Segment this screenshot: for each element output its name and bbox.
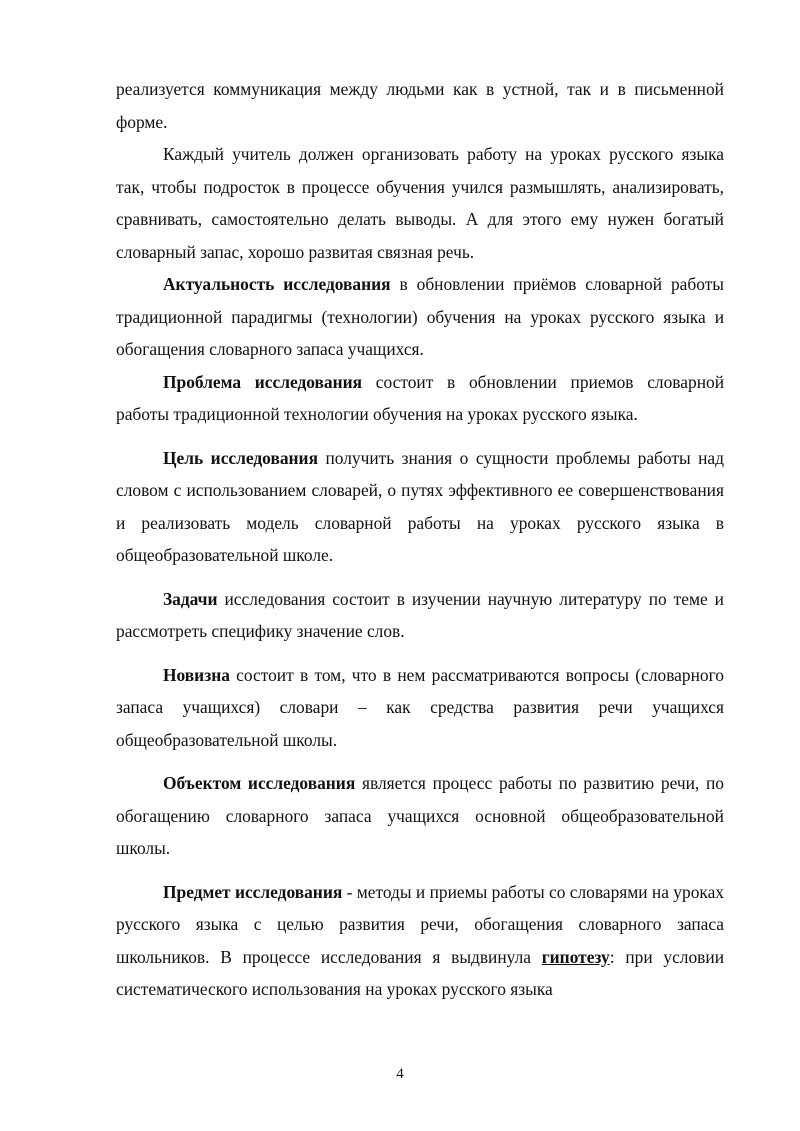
paragraph-text: - методы и приемы работы со словарями на уроках русского языка с целью развития речи, обогащения словарного запаса школьников. В процессе исследования я выдвинула [116, 881, 724, 967]
hypothesis-term: гипотезу [541, 946, 610, 967]
paragraph-text: является процесс работы по развитию речи, по обогащению словарного запаса учащихся основной общеобразовательной школы. [116, 773, 724, 858]
paragraph-novelty [116, 659, 724, 757]
paragraph-object [116, 767, 724, 865]
paragraph-problem [116, 366, 724, 431]
paragraph-tasks [116, 583, 724, 648]
paragraph-text: в обновлении приёмов словарной работы традиционной парадигмы (технологии) обучения на уроках русского языка и обогащения словарного запаса учащихся. [116, 274, 724, 359]
section-heading-goal: Цель исследования [163, 447, 318, 468]
paragraph-subject [116, 876, 724, 1006]
paragraph-text: получить знания о сущности проблемы работы над словом с использованием словарей, о путях эффективного ее совершенствования и реализовать модель словарной работы на уроках русского языка в общеобразовательной школе. [116, 447, 724, 565]
section-heading-problem: Проблема исследования [163, 371, 363, 392]
paragraph-relevance [116, 268, 724, 366]
paragraph-text: состоит в том, что в нем рассматриваются вопросы (словарного запаса учащихся) словари – как средства развития речи учащихся общеобразовательной школы. [116, 664, 724, 750]
document-body [116, 73, 724, 1006]
page-number: 4 [396, 1066, 404, 1082]
paragraph-text: реализуется коммуникация между людьми как в устной, так и в письменной форме. [116, 79, 724, 132]
paragraph-communication [116, 73, 724, 138]
paragraph-text: : при условии систематического использования на уроках русского языка [116, 946, 725, 999]
paragraph-text: состоит в обновлении приемов словарной работы традиционной технологии обучения на уроках русского языка. [116, 371, 724, 424]
paragraph-teacher-task [116, 138, 724, 268]
section-heading-object: Объектом исследования [163, 773, 356, 793]
section-heading-novelty: Новизна [163, 664, 230, 685]
paragraph-text: исследования состоит в изучении научную литературу по теме и рассмотреть специфику значение слов. [116, 588, 724, 641]
section-heading-tasks: Задачи [163, 588, 218, 609]
section-heading-subject: Предмет исследования [163, 881, 343, 902]
section-heading-relevance: Актуальность исследования [163, 274, 391, 294]
paragraph-text: Каждый учитель должен организовать работу на уроках русского языка так, чтобы подросток в процессе обучения учился размышлять, анализировать, сравнивать, самостоятельно делать выводы. А для этого ему нужен богатый словарный запас, хорошо развитая связная речь. [116, 144, 724, 262]
paragraph-goal [116, 442, 724, 572]
